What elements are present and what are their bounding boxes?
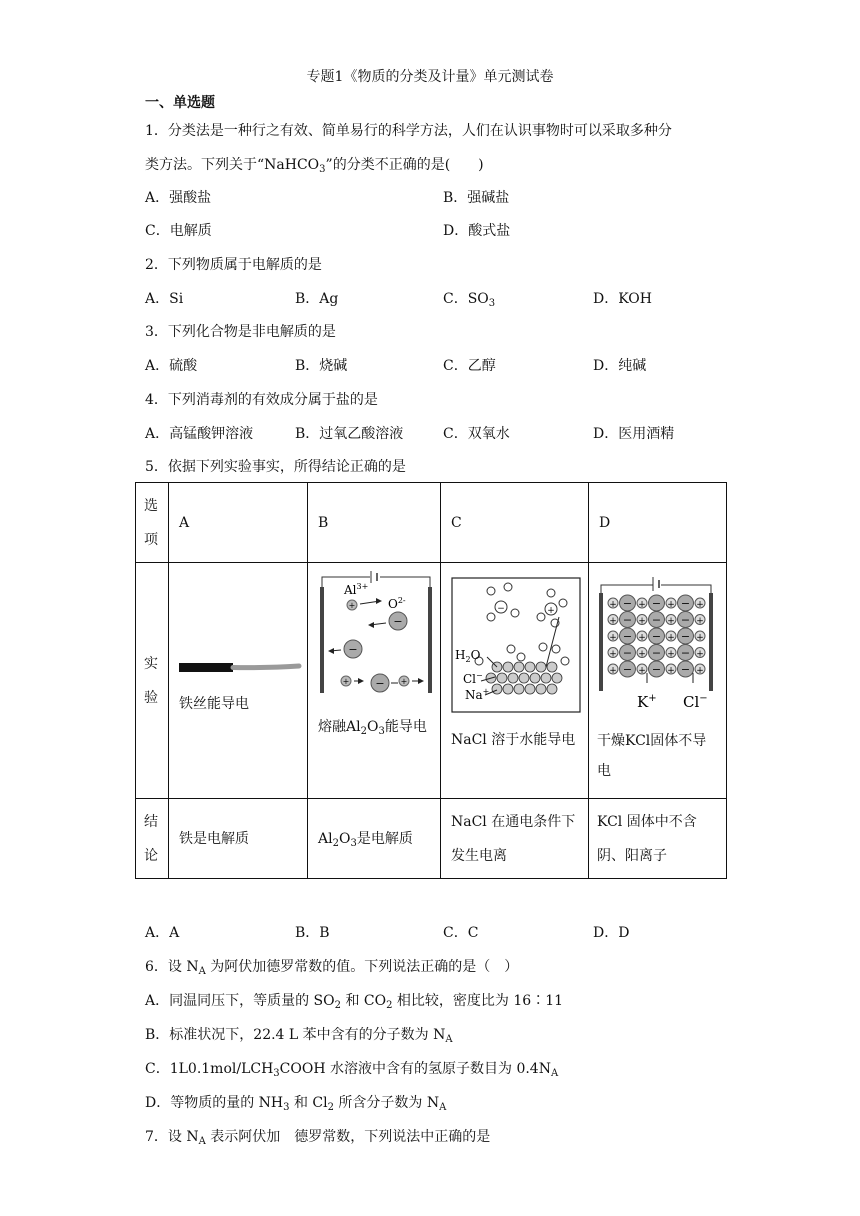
ion-charge-sign: +	[638, 649, 646, 660]
ion-charge-sign: +	[609, 666, 617, 676]
ion-charge-sign: −	[680, 646, 691, 660]
q1-option-a: A．强酸盐	[145, 190, 212, 206]
q2-option-d: D．KOH	[593, 291, 652, 307]
ion-charge-sign: −	[622, 646, 633, 660]
q5-stem: 5．依据下列实验事实，所得结论正确的是	[145, 459, 406, 475]
q1-stem-line1: 1．分类法是一种行之有效、简单易行的科学方法，人们在认识事物时可以采取多种分	[145, 123, 672, 139]
ion-charge-sign: −	[622, 663, 633, 676]
ion-charge-sign: +	[667, 666, 675, 676]
ion-charge-sign: −	[622, 597, 633, 610]
ion-charge-sign: +	[696, 666, 704, 676]
q4-stem: 4．下列消毒剂的有效成分属于盐的是	[145, 392, 378, 408]
ion-charge-sign: −	[680, 630, 691, 643]
ion-charge-sign: −	[651, 597, 662, 610]
svg-text:−: −	[348, 643, 358, 656]
svg-text:−: −	[375, 677, 385, 690]
svg-text:+: +	[400, 677, 408, 686]
conclusion-a: 铁是电解质	[169, 799, 308, 879]
potassium-label: K+	[637, 693, 657, 711]
ion-charge-sign: +	[638, 600, 646, 610]
section-heading: 一、单选题	[145, 95, 215, 111]
q6-stem: 6．设 $N_A$ 为阿伏加德罗常数的值。下列说法正确的是（ ）	[145, 959, 519, 977]
conclusion-c: NaCl 在通电条件下发生电离	[441, 799, 589, 879]
ion-charge-sign: −	[651, 630, 662, 643]
q4-option-b: B．过氧乙酸溶液	[295, 426, 404, 442]
q3-option-c: C．乙醇	[443, 358, 496, 374]
q1-stem-line2: 类方法。下列关于“NaHCO$_3$”的分类不正确的是( )	[145, 157, 484, 175]
ion-charge-sign: +	[667, 600, 675, 610]
ion-charge-sign: +	[667, 649, 675, 660]
ion-charge-sign: +	[667, 633, 675, 643]
molten-alumina-figure	[318, 571, 440, 699]
header-d: D	[589, 483, 727, 563]
q5-option-b: B．B	[295, 925, 330, 941]
ion-charge-sign: −	[622, 613, 633, 627]
q6-option-b: B．标准状况下，22.4 L 苯中含有的分子数为 $N_A$	[145, 1027, 453, 1045]
nacl-dissolving-figure	[451, 577, 581, 713]
q2-option-b: B．Ag	[295, 291, 339, 307]
experiment-a-cell	[169, 563, 308, 799]
q3-option-b: B．烧碱	[295, 358, 348, 374]
water-label: $H_2O$	[455, 648, 481, 664]
q2-option-c: C．$SO_3$	[443, 291, 496, 309]
q3-option-a: A．硫酸	[145, 358, 198, 374]
q5-option-c: C．C	[443, 925, 479, 941]
kcl-solid-figure	[597, 575, 719, 713]
ion-charge-sign: +	[609, 600, 617, 610]
svg-text:+: +	[348, 601, 356, 610]
q6-option-d: D．等物质的量的 $NH_3$ 和 $Cl_2$ 所含分子数为 $N_A$	[145, 1095, 447, 1113]
ion-charge-sign: +	[609, 633, 617, 643]
conclusion-d: KCl 固体中不含阴、阳离子	[589, 799, 727, 879]
experiment-b-cell	[308, 563, 441, 799]
svg-text:+: +	[547, 606, 555, 616]
al-ion-label: $Al^{3+}$	[344, 582, 369, 597]
header-a: A	[169, 483, 308, 563]
ion-charge-sign: +	[638, 616, 646, 627]
iron-wire-figure	[179, 660, 304, 674]
experiment-d-text: 干燥KCl固体不导电	[597, 733, 707, 779]
ion-charge-sign: −	[651, 613, 662, 627]
q1-option-c: C．电解质	[145, 223, 212, 239]
q3-stem: 3．下列化合物是非电解质的是	[145, 324, 336, 340]
q1-option-b: B．强碱盐	[443, 190, 510, 206]
ion-charge-sign: −	[622, 630, 633, 643]
ion-charge-sign: −	[651, 646, 662, 660]
experiment-c-text: NaCl 溶于水能导电	[451, 732, 576, 748]
ion-charge-sign: +	[696, 649, 704, 660]
q6-option-c: C．$1L0.1mol/LCH_3COOH$ 水溶液中含有的氢原子数目为 $0.4N_A$	[145, 1061, 559, 1079]
chloride-label: Cl−	[463, 671, 483, 686]
page-title: 专题1《物质的分类及计量》单元测试卷	[306, 69, 554, 85]
ion-charge-sign: +	[638, 666, 646, 676]
ion-charge-sign: +	[696, 633, 704, 643]
q7-stem: 7．设 $N_A$ 表示阿伏加 德罗常数，下列说法中正确的是	[145, 1129, 491, 1147]
svg-text:−: −	[393, 615, 403, 628]
sodium-label: Na+	[465, 687, 490, 702]
header-b: B	[308, 483, 441, 563]
ion-charge-sign: +	[696, 600, 704, 610]
q5-option-d: D．D	[593, 925, 630, 941]
q2-stem: 2．下列物质属于电解质的是	[145, 257, 322, 273]
q4-option-c: C．双氧水	[443, 426, 510, 442]
header-option-cell: 选 项	[136, 483, 169, 563]
conclusion-label-cell: 结 论	[136, 799, 169, 879]
ion-charge-sign: +	[609, 649, 617, 660]
svg-text:−: −	[497, 604, 505, 614]
ion-charge-sign: +	[667, 616, 675, 627]
q2-option-a: A．Si	[145, 291, 184, 307]
q4-option-d: D．医用酒精	[593, 426, 675, 442]
q6-option-a: A．同温同压下，等质量的 $SO_2$ 和 $CO_2$ 相比较，密度比为 16∶11	[145, 993, 564, 1011]
q1-option-d: D．酸式盐	[443, 223, 511, 239]
ion-charge-sign: +	[638, 633, 646, 643]
experiment-table	[135, 482, 727, 879]
ion-charge-sign: −	[680, 663, 691, 676]
ion-charge-sign: +	[609, 616, 617, 627]
experiment-b-text: 熔融$Al_2O_3$能导电	[318, 719, 427, 737]
q5-option-a: A．A	[145, 925, 180, 941]
experiment-c-cell	[441, 563, 589, 799]
q3-option-d: D．纯碱	[593, 358, 647, 374]
conclusion-b: $Al_2O_3$是电解质	[308, 799, 441, 879]
ion-charge-sign: −	[680, 613, 691, 627]
experiment-label-cell: 实 验	[136, 563, 169, 799]
experiment-d-cell	[589, 563, 727, 799]
experiment-a-text: 铁丝能导电	[179, 696, 249, 712]
svg-text:+: +	[342, 677, 350, 686]
ion-charge-sign: +	[696, 616, 704, 627]
header-c: C	[441, 483, 589, 563]
kcl-chloride-label: Cl−	[683, 693, 708, 711]
o-ion-label: $O^{2-}$	[388, 596, 406, 611]
ion-charge-sign: −	[651, 663, 662, 676]
ion-charge-sign: −	[680, 597, 691, 610]
q4-option-a: A．高锰酸钾溶液	[145, 426, 254, 442]
